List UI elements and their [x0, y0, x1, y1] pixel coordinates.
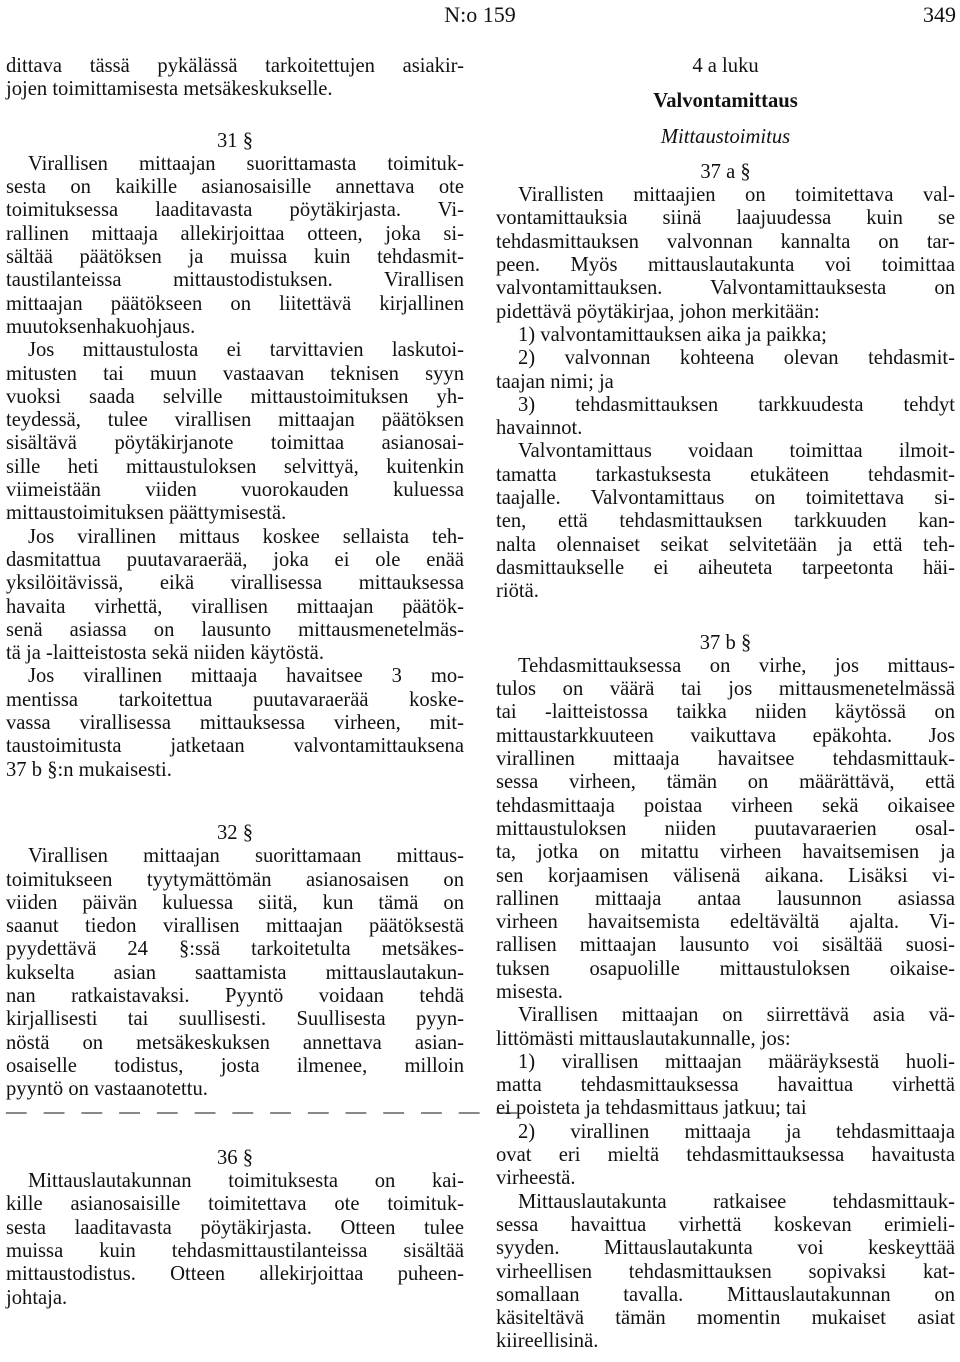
text-line: viimeistään viiden vuorokauden kuluessa	[6, 479, 464, 502]
text-line: pyyntö on vastaanotettu.	[6, 1078, 208, 1101]
text-line: tä ja -laitteistosta sekä niiden käytöstä.	[6, 642, 324, 665]
text-line: 1) virallisen mittaajan määräyksestä huoli-	[518, 1050, 955, 1073]
text-line: nan ratkaistavaksi. Pyyntö voidaan tehdä	[6, 984, 464, 1007]
text-line: 37 b §:n mukaisesti.	[6, 758, 172, 781]
text-line: Jos virallinen mittaus koskee sellaista teh-	[28, 525, 464, 548]
text-line: viiden päivän kuluessa siitä, kun tämä on	[6, 891, 464, 914]
text-line: 3) tehdasmittauksen tarkkuudesta tehdyt	[518, 393, 955, 416]
text-line: somallaan tavalla. Mittauslautakunnan on	[496, 1283, 955, 1306]
text-line: sessa virheen, tämän on määrättävä, että	[496, 771, 955, 794]
text-line: riötä.	[496, 580, 539, 603]
text-line: dasmittaukselle ei aiheuteta tarpeetonta häi-	[496, 556, 955, 579]
text-line: saanut tiedon virallisen mittaajan päätöksestä	[6, 915, 464, 938]
text-line: havaita virhettä, virallisen mittaajan päätök-	[6, 595, 464, 618]
text-line: sesta laaditavasta pöytäkirjasta. Otteen tulee	[6, 1216, 464, 1239]
text-line: ta, jotka on mitattu virheen havaitsemisen ja	[496, 841, 955, 864]
text-line: valvontamittauksen. Valvontamittauksesta on	[496, 277, 955, 300]
right-column	[496, 55, 955, 1354]
text-line: sen korjaamisen välisenä aikana. Lisäksi vi-	[496, 864, 955, 887]
text-line: pidettävä pöytäkirjaa, johon merkitään:	[496, 300, 820, 323]
text-line: jojen toimittamisesta metsäkeskukselle.	[6, 78, 333, 101]
text-line: tai -laitteistossa taikka niiden käytössä on	[496, 701, 955, 724]
text-line: littömästi mittauslautakunnalle, jos:	[496, 1027, 791, 1050]
text-line: yksilöitävissä, eikä virallisessa mittauksessa	[6, 572, 464, 595]
text-line: rallinen mittaaja allekirjoittaa otteen, joka si-	[6, 222, 464, 245]
text-line: sessa havaittua virhettä koskevan erimieli-	[496, 1213, 955, 1236]
text-line: taajan nimi; ja	[496, 370, 614, 393]
chapter-subtitle: Mittaustoimitus	[660, 125, 791, 148]
section-37b-paragraph-1	[496, 655, 955, 1004]
text-line: taustilanteissa mittaustodistuksen. Virallisen	[6, 269, 464, 292]
text-line: Virallisen mittaajan on siirrettävä asia vä-	[518, 1004, 955, 1027]
section-37b-paragraph-3	[496, 1191, 955, 1354]
text-line: rallisen mittaajan lausunto voi sisältää suosi-	[496, 934, 955, 957]
text-line: Mittauslautakunnan toimituksesta on kai-	[28, 1170, 464, 1193]
text-line: sille heti mittaustuloksen selvittyä, kuitenkin	[6, 455, 464, 478]
text-line: vassa virallisessa mittauksessa virheen, mit-	[6, 712, 464, 735]
list-item	[496, 324, 955, 347]
text-line: vuoksi saada selville mittaustoimituksen yh-	[6, 385, 464, 408]
text-line: tuksen osapuolille mittaustuloksen oikaise-	[496, 957, 955, 980]
text-line: virheellisen tehdasmittauksen sopivaksi kat-	[496, 1260, 955, 1283]
text-line: mentissa tarkoitettua puutavaraerää koske-	[6, 688, 464, 711]
section-32-heading: 32 §	[216, 821, 254, 844]
page-header	[0, 0, 960, 36]
text-line: ei poisteta ja tehdasmittaus jatkuu; tai	[496, 1097, 807, 1120]
text-line: teydessä, tulee virallisen mittaajan päätöksen	[6, 409, 464, 432]
text-line: misesta.	[496, 980, 563, 1003]
text-line: taajalle. Valvontamittaus on toimitettava si-	[496, 487, 955, 510]
text-line: Mittauslautakunta ratkaisee tehdasmittauk-	[518, 1190, 955, 1213]
section-37a-paragraph-1	[496, 184, 955, 324]
text-line: sisältävä pöytäkirjanote toimittaa asianosai-	[6, 432, 464, 455]
text-line: rallinen mittaaja antaa lausunnon asiassa	[496, 887, 955, 910]
chapter-title: Valvontamittaus	[653, 90, 798, 113]
section-37a-heading: 37 a §	[700, 160, 751, 183]
list-item	[496, 394, 955, 441]
section-31-paragraph-4	[6, 665, 464, 781]
section-31-paragraph-2	[6, 339, 464, 525]
text-line: sesta on kaikille asianosaisille annettava ote	[6, 176, 464, 199]
text-line: syyden. Mittauslautakunta voi keskeyttää	[496, 1237, 955, 1260]
text-line: havainnot.	[496, 417, 583, 440]
section-37b-heading: 37 b §	[699, 631, 752, 654]
section-37b-list	[496, 1051, 955, 1191]
section-36-heading: 36 §	[216, 1146, 254, 1169]
text-line: nalta olennaiset seikat selvitetään ja että teh-	[496, 533, 955, 556]
text-line: osaiselle todistus, josta ilmenee, milloin	[6, 1054, 464, 1077]
text-line: vontamittauksia siinä laajuudessa kuin se	[496, 207, 955, 230]
text-line: Valvontamittaus voidaan toimittaa ilmoit-	[518, 440, 955, 463]
text-line: mittaustuloksen niiden puutavaraerien osal-	[496, 817, 955, 840]
text-line: tulos on väärä tai jos mittausmenetelmässä	[496, 678, 955, 701]
section-32-paragraph-1	[6, 845, 464, 1101]
section-37a-list	[496, 324, 955, 440]
text-line: matta tehdasmittauksessa havaittua virhettä	[496, 1074, 955, 1097]
text-line: peen. Myös mittauslautakunta voi toimittaa	[496, 254, 955, 277]
text-line: muissa kuin tehdasmittaustilanteissa sisältää	[6, 1239, 464, 1262]
text-line: senä asiassa on lausunto mittausmenetelmäs-	[6, 618, 464, 641]
section-37b-paragraph-2	[496, 1004, 955, 1051]
text-line: 1) valvontamittauksen aika ja paikka;	[518, 323, 827, 346]
text-line: Virallisen mittaajan suorittamasta toimituk-	[28, 152, 464, 175]
text-line: mittaajan päätökseen on liitettävä kirjallinen	[6, 292, 464, 315]
list-item	[496, 1051, 955, 1121]
text-line: virheestä.	[496, 1167, 576, 1190]
text-line: Virallisen mittaajan suorittamaan mittaus-	[28, 845, 464, 868]
text-line: Jos virallinen mittaaja havaitsee 3 mo-	[28, 665, 464, 688]
text-line: kukselta asian saattamista mittauslautakun-	[6, 961, 464, 984]
text-line: Jos mittaustulosta ei tarvittavien laskutoi-	[28, 339, 464, 362]
section-36-paragraph-1	[6, 1170, 464, 1310]
section-31-paragraph-3	[6, 526, 464, 666]
text-line: kiireellisinä.	[496, 1330, 599, 1353]
text-line: ten, että tehdasmittauksen tarkkuuden kan-	[496, 510, 955, 533]
section-31-heading: 31 §	[216, 129, 254, 152]
statute-number: N:o 159	[444, 2, 516, 27]
text-line: johtaja.	[6, 1286, 68, 1309]
text-line: mittaustodistus. Otteen allekirjoittaa puheen-	[6, 1263, 464, 1286]
intro-paragraph	[6, 55, 464, 102]
page-number: 349	[923, 2, 956, 27]
text-line: virheen havaitsemista edeltävältä ajalta. Vi-	[496, 911, 955, 934]
text-line: kirjallisesti tai suullisesti. Suullisesta pyyn-	[6, 1008, 464, 1031]
chapter-number: 4 a luku	[692, 55, 759, 77]
omission-dashes: — — — — — — — — — — — — — —	[6, 1101, 524, 1124]
text-line: ovat eri mieltä tehdasmittauksessa havaitusta	[496, 1144, 955, 1167]
text-line: toimitukseen tyytymättömän asianosaisen on	[6, 868, 464, 891]
text-line: kille asianosaisille toimitettava ote toimituk-	[6, 1193, 464, 1216]
text-line: toimituksessa laaditavasta pöytäkirjasta. Vi-	[6, 199, 464, 222]
text-line: 2) virallinen mittaaja ja tehdasmittaaja	[518, 1120, 955, 1143]
text-line: dittava tässä pykälässä tarkoitettujen asiakir-	[6, 55, 464, 77]
text-line: muutoksenhakuohjaus.	[6, 315, 196, 338]
text-line: mittaustoimituksen päättymisestä.	[6, 502, 287, 525]
text-line: 2) valvonnan kohteena olevan tehdasmit-	[518, 347, 955, 370]
text-line: mitusten tai muun vastaavan teknisen syyn	[6, 362, 464, 385]
list-item	[496, 347, 955, 394]
text-line: virallinen mittaaja havaitsee tehdasmittauk-	[496, 748, 955, 771]
text-line: dasmitattua puutavaraerää, joka ei ole enää	[6, 548, 464, 571]
text-line: käsiteltävä tämän momentin mukaiset asiat	[496, 1307, 955, 1330]
text-line: pyydettävä 24 §:ssä tarkoitetulta metsäkes-	[6, 938, 464, 961]
section-31-paragraph-1	[6, 153, 464, 339]
text-line: nöstä on metsäkeskuksen annettava asian-	[6, 1031, 464, 1054]
text-line: taustoimitusta jatketaan valvontamittauksena	[6, 735, 464, 758]
text-line: tehdasmittaaja poistaa virheen sekä oikaisee	[496, 794, 955, 817]
section-37a-paragraph-2	[496, 440, 955, 603]
list-item	[496, 1121, 955, 1191]
text-line: tehdasmittauksen valvonnan kannalta on tar-	[496, 230, 955, 253]
text-line: Tehdasmittauksessa on virhe, jos mittaus-	[518, 654, 955, 677]
text-line: tamatta tarkastuksesta etukäteen tehdasmit-	[496, 463, 955, 486]
text-line: Virallisten mittaajien on toimitettava val-	[518, 184, 955, 207]
text-line: mittaustarkkuuteen vaikuttava epäkohta. Jos	[496, 724, 955, 747]
text-line: sältää päätöksen ja muissa kuin tehdasmit-	[6, 246, 464, 269]
